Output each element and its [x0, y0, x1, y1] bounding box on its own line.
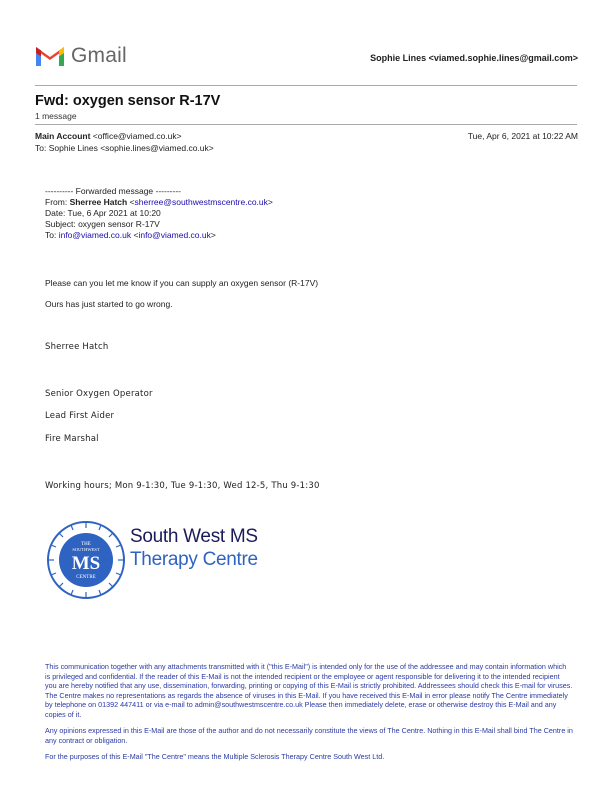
forward-subject: Subject: oxygen sensor R-17V	[45, 219, 160, 229]
signature-name: Sherree Hatch	[45, 342, 109, 352]
centre-name-line-2: Therapy Centre	[130, 549, 258, 570]
account-label: Sophie Lines <viamed.sophie.lines@gmail.com>	[370, 53, 578, 63]
message-date: Tue, Apr 6, 2021 at 10:22 AM	[467, 131, 578, 141]
svg-text:SOUTHWEST: SOUTHWEST	[72, 547, 100, 552]
message-count: 1 message	[35, 111, 77, 121]
message-from	[35, 131, 182, 141]
subject-divider	[35, 124, 577, 125]
forward-date: Date: Tue, 6 Apr 2021 at 10:20	[45, 208, 161, 218]
working-hours: Working hours; Mon 9-1:30, Tue 9-1:30, Wed 12-5, Thu 9-1:30	[45, 481, 320, 491]
header-divider	[35, 85, 577, 86]
forward-from-email-link[interactable]: sherree@southwestmscentre.co.uk	[134, 197, 268, 207]
svg-text:THE: THE	[81, 542, 91, 547]
svg-text:MS: MS	[71, 553, 101, 574]
disclaimer-paragraph-3: For the purposes of this E-Mail "The Centre" means the Multiple Sclerosis Therapy Centre South West Ltd.	[45, 752, 385, 761]
svg-text:CENTRE: CENTRE	[76, 575, 96, 580]
body-line-2: Ours has just started to go wrong.	[45, 299, 173, 309]
forward-to: To: info@viamed.co.uk <info@viamed.co.uk>	[45, 230, 216, 240]
gmail-m-icon	[35, 45, 65, 67]
centre-seal-icon	[46, 520, 126, 600]
gmail-logo	[35, 44, 127, 68]
forwarded-header	[45, 186, 273, 241]
signature-role-2: Lead First Aider	[45, 411, 115, 421]
sender-name: Main Account	[35, 131, 91, 141]
disclaimer-paragraph-1: This communication together with any attachments transmitted with it ("this E-Mail") is intended only for the use of the addressee and may contain information which is privileged and confidential. If the reader of this E-Mail is not the intended recipient or the employee or agent responsible for delivering it to the intended recipient you are hereby notified that any use, dissemination, forwarding, printing or copying of this E-Mail is strictly prohibited. Addressees should check this E-mail for viruses. The Centre makes no representations as regards the absence of viruses in this E-Mail. If you have received this E-Mail in error please notify The Centre immediately by telephone on 01392 447411 or via e-mail to admin@southwestmscentre.co.uk Please then immediately delete, erase or otherwise destroy this E-Mail and any copies of it.	[45, 662, 573, 719]
signature-role-1: Senior Oxygen Operator	[45, 389, 153, 399]
forward-from: From: Sherree Hatch <sherree@southwestmscentre.co.uk>	[45, 197, 273, 207]
signature-role-3: Fire Marshal	[45, 434, 99, 444]
forward-to-email-link-2[interactable]: info@viamed.co.uk	[138, 230, 211, 240]
message-to: To: Sophie Lines <sophie.lines@viamed.co.uk>	[35, 143, 214, 153]
thread-subject: Fwd: oxygen sensor R-17V	[35, 93, 221, 109]
sender-email: <office@viamed.co.uk>	[92, 131, 182, 141]
forward-to-email-link[interactable]: info@viamed.co.uk	[58, 230, 132, 240]
centre-name-line-1: South West MS	[130, 526, 258, 547]
gmail-wordmark: Gmail	[71, 44, 127, 67]
forward-separator: ---------- Forwarded message ---------	[45, 186, 181, 196]
disclaimer-paragraph-2: Any opinions expressed in this E-Mail are those of the author and do not necessarily constitute the views of The Centre. Nothing in this E-Mail shall bind The Centre in any contract or obligation.	[45, 726, 573, 745]
body-line-1: Please can you let me know if you can supply an oxygen sensor (R-17V)	[45, 278, 319, 288]
